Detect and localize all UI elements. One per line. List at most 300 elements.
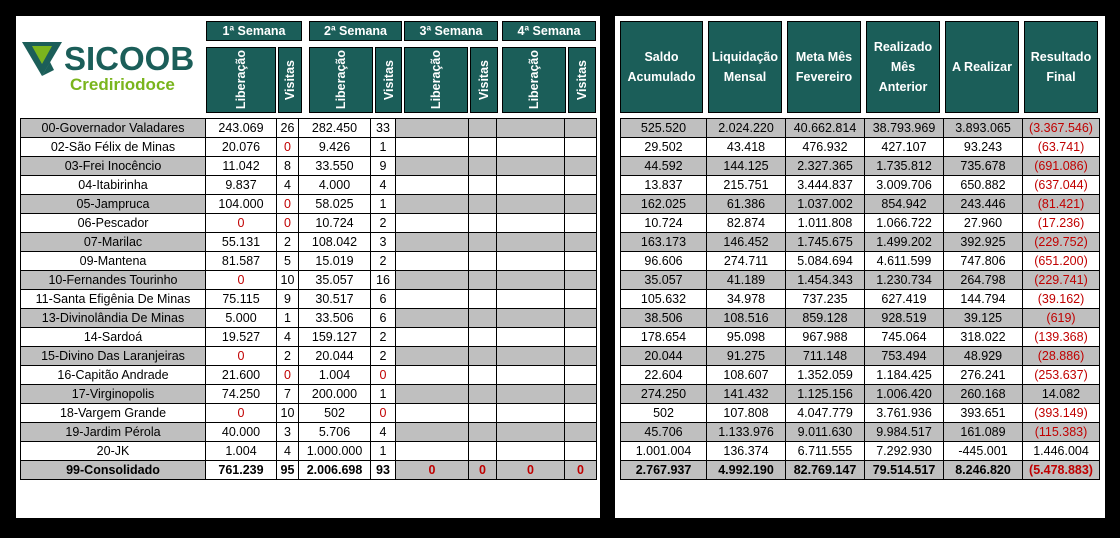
w4-liberacao	[497, 385, 565, 404]
w4-visitas	[565, 290, 597, 309]
table-row	[621, 404, 1100, 423]
w2-liberacao: 33.506	[299, 309, 371, 328]
realizado-mes-anterior: 3.761.936	[865, 404, 944, 423]
w1-visitas: 10	[277, 271, 299, 290]
w1-visitas: 4	[277, 328, 299, 347]
table-row	[21, 347, 597, 366]
week-2-visitas-header	[375, 47, 402, 113]
w3-liberacao	[396, 404, 469, 423]
w4-liberacao	[497, 328, 565, 347]
realizado-mes-anterior: 1.499.202	[865, 233, 944, 252]
table-row	[21, 271, 597, 290]
w1-liberacao: 81.587	[206, 252, 277, 271]
table-row	[21, 385, 597, 404]
realizado-mes-anterior: 4.611.599	[865, 252, 944, 271]
saldo-acumulado: 96.606	[621, 252, 707, 271]
meta-mes: 9.011.630	[786, 423, 865, 442]
realizado-mes-anterior-header: Realizado Mês Anterior	[866, 21, 940, 113]
a-realizar: 735.678	[944, 157, 1023, 176]
total-w1l: 761.239	[206, 461, 277, 480]
agency-name: 05-Jampruca	[21, 195, 206, 214]
resultado-final: (619)	[1023, 309, 1100, 328]
w2-liberacao: 20.044	[299, 347, 371, 366]
meta-mes: 1.011.808	[786, 214, 865, 233]
saldo-acumulado: 38.506	[621, 309, 707, 328]
w2-liberacao: 58.025	[299, 195, 371, 214]
liquidacao-mensal: 82.874	[707, 214, 786, 233]
w2-visitas: 6	[371, 309, 396, 328]
saldo-acumulado: 162.025	[621, 195, 707, 214]
w4-liberacao	[497, 404, 565, 423]
total-w1v: 95	[277, 461, 299, 480]
week-3-liberacao-header	[404, 47, 468, 113]
table-row	[621, 347, 1100, 366]
w4-liberacao	[497, 271, 565, 290]
saldo-acumulado: 29.502	[621, 138, 707, 157]
total-saldo: 2.767.937	[621, 461, 707, 480]
w1-liberacao: 11.042	[206, 157, 277, 176]
week-4-visitas-header	[568, 47, 596, 113]
w2-liberacao: 9.426	[299, 138, 371, 157]
table-row	[621, 119, 1100, 138]
table-row	[21, 119, 597, 138]
table-row	[621, 252, 1100, 271]
total-real: 79.514.517	[865, 461, 944, 480]
w3-visitas	[469, 252, 497, 271]
w4-liberacao	[497, 309, 565, 328]
w3-liberacao	[396, 290, 469, 309]
w4-liberacao	[497, 252, 565, 271]
week-2-header: 2ª Semana	[309, 21, 402, 41]
resultado-final: (637.044)	[1023, 176, 1100, 195]
w1-liberacao: 243.069	[206, 119, 277, 138]
total-row	[21, 461, 597, 480]
saldo-acumulado: 178.654	[621, 328, 707, 347]
w2-visitas: 1	[371, 138, 396, 157]
w2-visitas: 2	[371, 214, 396, 233]
table-row	[621, 290, 1100, 309]
table-row	[621, 366, 1100, 385]
w2-liberacao: 108.042	[299, 233, 371, 252]
w1-visitas: 4	[277, 176, 299, 195]
brand-subname: Crediriodoce	[70, 75, 175, 94]
meta-mes: 6.711.555	[786, 442, 865, 461]
saldo-acumulado: 10.724	[621, 214, 707, 233]
liquidacao-mensal: 2.024.220	[707, 119, 786, 138]
w2-visitas: 1	[371, 442, 396, 461]
liquidacao-mensal: 107.808	[707, 404, 786, 423]
agency-name: 13-Divinolândia De Minas	[21, 309, 206, 328]
a-realizar: 93.243	[944, 138, 1023, 157]
w1-visitas: 2	[277, 347, 299, 366]
w3-liberacao	[396, 423, 469, 442]
w3-visitas	[469, 271, 497, 290]
w3-visitas	[469, 195, 497, 214]
resultado-final: 1.446.004	[1023, 442, 1100, 461]
table-row	[621, 328, 1100, 347]
a-realizar: 393.651	[944, 404, 1023, 423]
w4-liberacao	[497, 119, 565, 138]
meta-mes: 2.327.365	[786, 157, 865, 176]
weekly-table	[20, 118, 597, 480]
a-realizar: 264.798	[944, 271, 1023, 290]
resultado-final: (28.886)	[1023, 347, 1100, 366]
liquidacao-mensal: 1.133.976	[707, 423, 786, 442]
w2-liberacao: 33.550	[299, 157, 371, 176]
w3-liberacao	[396, 233, 469, 252]
realizado-mes-anterior: 1.066.722	[865, 214, 944, 233]
realizado-mes-anterior: 9.984.517	[865, 423, 944, 442]
w1-visitas: 0	[277, 138, 299, 157]
w2-visitas: 33	[371, 119, 396, 138]
w2-visitas: 16	[371, 271, 396, 290]
total-row	[621, 461, 1100, 480]
w1-liberacao: 19.527	[206, 328, 277, 347]
a-realizar: 39.125	[944, 309, 1023, 328]
w3-liberacao	[396, 176, 469, 195]
saldo-acumulado: 35.057	[621, 271, 707, 290]
agency-name: 18-Vargem Grande	[21, 404, 206, 423]
meta-mes: 4.047.779	[786, 404, 865, 423]
a-realizar: 392.925	[944, 233, 1023, 252]
liquidacao-mensal: 108.516	[707, 309, 786, 328]
resultado-final: (115.383)	[1023, 423, 1100, 442]
w4-visitas	[565, 119, 597, 138]
table-row	[21, 442, 597, 461]
realizado-mes-anterior: 38.793.969	[865, 119, 944, 138]
label: Visitas	[283, 59, 297, 101]
w1-visitas: 4	[277, 442, 299, 461]
saldo-acumulado: 13.837	[621, 176, 707, 195]
week-3-header: 3ª Semana	[404, 21, 498, 41]
w1-visitas: 9	[277, 290, 299, 309]
meta-mes: 967.988	[786, 328, 865, 347]
w3-visitas	[469, 214, 497, 233]
a-realizar: 318.022	[944, 328, 1023, 347]
w1-visitas: 26	[277, 119, 299, 138]
w3-visitas	[469, 442, 497, 461]
a-realizar: 3.893.065	[944, 119, 1023, 138]
w4-visitas	[565, 214, 597, 233]
w1-liberacao: 0	[206, 214, 277, 233]
label: Liberação	[234, 50, 248, 110]
liquidacao-mensal: 41.189	[707, 271, 786, 290]
sicoob-logo-icon	[22, 42, 62, 76]
w4-visitas	[565, 176, 597, 195]
realizado-mes-anterior: 3.009.706	[865, 176, 944, 195]
w4-visitas	[565, 404, 597, 423]
label: Liberação	[334, 50, 348, 110]
agency-name: 17-Virginopolis	[21, 385, 206, 404]
w2-visitas: 0	[371, 366, 396, 385]
w4-liberacao	[497, 157, 565, 176]
resultado-final: (393.149)	[1023, 404, 1100, 423]
w2-liberacao: 1.004	[299, 366, 371, 385]
w4-visitas	[565, 233, 597, 252]
w1-visitas: 3	[277, 423, 299, 442]
agency-name: 14-Sardoá	[21, 328, 206, 347]
w2-liberacao: 159.127	[299, 328, 371, 347]
liquidacao-mensal: 146.452	[707, 233, 786, 252]
week-1-visitas-header	[278, 47, 302, 113]
saldo-acumulado: 22.604	[621, 366, 707, 385]
agency-name: 03-Frei Inocêncio	[21, 157, 206, 176]
liquidacao-mensal: 91.275	[707, 347, 786, 366]
liquidacao-mensal: 136.374	[707, 442, 786, 461]
a-realizar: 260.168	[944, 385, 1023, 404]
w3-visitas	[469, 347, 497, 366]
meta-mes: 40.662.814	[786, 119, 865, 138]
w2-liberacao: 282.450	[299, 119, 371, 138]
liquidacao-mensal: 144.125	[707, 157, 786, 176]
saldo-acumulado: 45.706	[621, 423, 707, 442]
a-realizar: 243.446	[944, 195, 1023, 214]
table-row	[21, 195, 597, 214]
saldo-acumulado: 105.632	[621, 290, 707, 309]
w4-visitas	[565, 157, 597, 176]
resultado-final: (229.741)	[1023, 271, 1100, 290]
liquidacao-mensal: 95.098	[707, 328, 786, 347]
w4-liberacao	[497, 290, 565, 309]
w2-visitas: 6	[371, 290, 396, 309]
w1-liberacao: 20.076	[206, 138, 277, 157]
w4-liberacao	[497, 138, 565, 157]
w3-liberacao	[396, 271, 469, 290]
liquidacao-mensal: 215.751	[707, 176, 786, 195]
a-realizar: 144.794	[944, 290, 1023, 309]
week-4-header: 4ª Semana	[502, 21, 596, 41]
brand-name: SICOOB	[64, 40, 195, 77]
w3-liberacao	[396, 138, 469, 157]
table-row	[21, 404, 597, 423]
saldo-acumulado: 20.044	[621, 347, 707, 366]
table-row	[621, 309, 1100, 328]
saldo-acumulado: 44.592	[621, 157, 707, 176]
resultado-final: (229.752)	[1023, 233, 1100, 252]
w2-liberacao: 35.057	[299, 271, 371, 290]
w4-visitas	[565, 195, 597, 214]
a-realizar-header: A Realizar	[945, 21, 1019, 113]
saldo-acumulado: 525.520	[621, 119, 707, 138]
w4-liberacao	[497, 195, 565, 214]
w4-visitas	[565, 328, 597, 347]
a-realizar: 161.089	[944, 423, 1023, 442]
liquidacao-mensal: 274.711	[707, 252, 786, 271]
realizado-mes-anterior: 1.006.420	[865, 385, 944, 404]
w2-visitas: 3	[371, 233, 396, 252]
label: Visitas	[381, 59, 396, 101]
table-row	[621, 233, 1100, 252]
w4-visitas	[565, 138, 597, 157]
saldo-acumulado: 1.001.004	[621, 442, 707, 461]
w3-visitas	[469, 309, 497, 328]
meta-mes-header: Meta Mês Fevereiro	[787, 21, 861, 113]
agency-name: 04-Itabirinha	[21, 176, 206, 195]
w4-visitas	[565, 347, 597, 366]
w1-liberacao: 0	[206, 271, 277, 290]
w1-liberacao: 21.600	[206, 366, 277, 385]
total-w3v: 0	[469, 461, 497, 480]
w3-liberacao	[396, 157, 469, 176]
w2-visitas: 4	[371, 423, 396, 442]
label: Liberação	[527, 50, 541, 110]
w2-liberacao: 4.000	[299, 176, 371, 195]
liquidacao-mensal: 43.418	[707, 138, 786, 157]
table-row	[621, 157, 1100, 176]
table-row	[21, 157, 597, 176]
meta-mes: 5.084.694	[786, 252, 865, 271]
w2-visitas: 1	[371, 385, 396, 404]
w3-visitas	[469, 176, 497, 195]
w2-visitas: 2	[371, 252, 396, 271]
agency-name: 11-Santa Efigênia De Minas	[21, 290, 206, 309]
w3-liberacao	[396, 195, 469, 214]
agency-name: 02-São Félix de Minas	[21, 138, 206, 157]
table-row	[621, 385, 1100, 404]
w3-liberacao	[396, 119, 469, 138]
liquidacao-mensal: 61.386	[707, 195, 786, 214]
w2-liberacao: 15.019	[299, 252, 371, 271]
w3-liberacao	[396, 214, 469, 233]
a-realizar: 650.882	[944, 176, 1023, 195]
w3-liberacao	[396, 366, 469, 385]
meta-mes: 1.352.059	[786, 366, 865, 385]
w2-liberacao: 502	[299, 404, 371, 423]
w3-visitas	[469, 119, 497, 138]
table-row	[621, 442, 1100, 461]
w1-liberacao: 5.000	[206, 309, 277, 328]
realizado-mes-anterior: 1.184.425	[865, 366, 944, 385]
agency-name: 10-Fernandes Tourinho	[21, 271, 206, 290]
w3-visitas	[469, 328, 497, 347]
table-row	[21, 214, 597, 233]
agency-name: 15-Divino Das Laranjeiras	[21, 347, 206, 366]
w3-visitas	[469, 157, 497, 176]
w4-liberacao	[497, 442, 565, 461]
liquidacao-mensal: 108.607	[707, 366, 786, 385]
resultado-final: (63.741)	[1023, 138, 1100, 157]
w1-visitas: 1	[277, 309, 299, 328]
meta-mes: 1.745.675	[786, 233, 865, 252]
a-realizar: 48.929	[944, 347, 1023, 366]
liquidacao-mensal-header: Liquidação Mensal	[708, 21, 782, 113]
w4-liberacao	[497, 347, 565, 366]
meta-mes: 1.037.002	[786, 195, 865, 214]
w3-liberacao	[396, 309, 469, 328]
w3-liberacao	[396, 252, 469, 271]
w1-visitas: 8	[277, 157, 299, 176]
table-row	[21, 328, 597, 347]
w3-visitas	[469, 233, 497, 252]
w3-liberacao	[396, 385, 469, 404]
left-panel	[16, 16, 600, 518]
w3-liberacao	[396, 442, 469, 461]
table-row	[621, 271, 1100, 290]
w2-liberacao: 10.724	[299, 214, 371, 233]
saldo-acumulado: 502	[621, 404, 707, 423]
w4-visitas	[565, 271, 597, 290]
resultado-final: (253.637)	[1023, 366, 1100, 385]
realizado-mes-anterior: 1.735.812	[865, 157, 944, 176]
w4-visitas	[565, 366, 597, 385]
w4-visitas	[565, 309, 597, 328]
total-w3l: 0	[396, 461, 469, 480]
meta-mes: 711.148	[786, 347, 865, 366]
w2-visitas: 0	[371, 404, 396, 423]
w1-liberacao: 9.837	[206, 176, 277, 195]
w1-liberacao: 1.004	[206, 442, 277, 461]
w4-visitas	[565, 252, 597, 271]
week-1-liberacao-header	[206, 47, 276, 113]
label: Visitas	[477, 59, 491, 101]
resultado-final: (651.200)	[1023, 252, 1100, 271]
agency-name: 09-Mantena	[21, 252, 206, 271]
w2-visitas: 1	[371, 195, 396, 214]
saldo-acumulado-header: Saldo Acumulado	[620, 21, 703, 113]
week-2-liberacao-header	[309, 47, 373, 113]
table-row	[21, 138, 597, 157]
realizado-mes-anterior: 854.942	[865, 195, 944, 214]
table-row	[21, 176, 597, 195]
w3-visitas	[469, 290, 497, 309]
week-3-visitas-header	[470, 47, 498, 113]
w1-liberacao: 40.000	[206, 423, 277, 442]
total-w2v: 93	[371, 461, 396, 480]
resultado-final: (81.421)	[1023, 195, 1100, 214]
w4-liberacao	[497, 176, 565, 195]
a-realizar: 276.241	[944, 366, 1023, 385]
table-row	[21, 423, 597, 442]
resultado-final: 14.082	[1023, 385, 1100, 404]
table-row	[621, 138, 1100, 157]
w2-liberacao: 200.000	[299, 385, 371, 404]
table-row	[21, 233, 597, 252]
w1-liberacao: 104.000	[206, 195, 277, 214]
total-w2l: 2.006.698	[299, 461, 371, 480]
table-row	[621, 176, 1100, 195]
table-row	[21, 252, 597, 271]
resultado-final: (691.086)	[1023, 157, 1100, 176]
w1-liberacao: 0	[206, 404, 277, 423]
table-row	[621, 214, 1100, 233]
realizado-mes-anterior: 627.419	[865, 290, 944, 309]
realizado-mes-anterior: 427.107	[865, 138, 944, 157]
resultado-final: (17.236)	[1023, 214, 1100, 233]
w1-visitas: 0	[277, 214, 299, 233]
w1-liberacao: 74.250	[206, 385, 277, 404]
resultado-final: (3.367.546)	[1023, 119, 1100, 138]
saldo-acumulado: 274.250	[621, 385, 707, 404]
table-row	[21, 290, 597, 309]
w1-visitas: 0	[277, 366, 299, 385]
meta-mes: 1.454.343	[786, 271, 865, 290]
agency-name: 20-JK	[21, 442, 206, 461]
total-res: (5.478.883)	[1023, 461, 1100, 480]
week-4-liberacao-header	[502, 47, 566, 113]
w1-visitas: 2	[277, 233, 299, 252]
w1-liberacao: 75.115	[206, 290, 277, 309]
meta-mes: 3.444.837	[786, 176, 865, 195]
liquidacao-mensal: 34.978	[707, 290, 786, 309]
a-realizar: -445.001	[944, 442, 1023, 461]
table-row	[621, 423, 1100, 442]
w3-visitas	[469, 138, 497, 157]
meta-mes: 1.125.156	[786, 385, 865, 404]
realizado-mes-anterior: 753.494	[865, 347, 944, 366]
saldo-acumulado: 163.173	[621, 233, 707, 252]
total-arealizar: 8.246.820	[944, 461, 1023, 480]
realizado-mes-anterior: 1.230.734	[865, 271, 944, 290]
